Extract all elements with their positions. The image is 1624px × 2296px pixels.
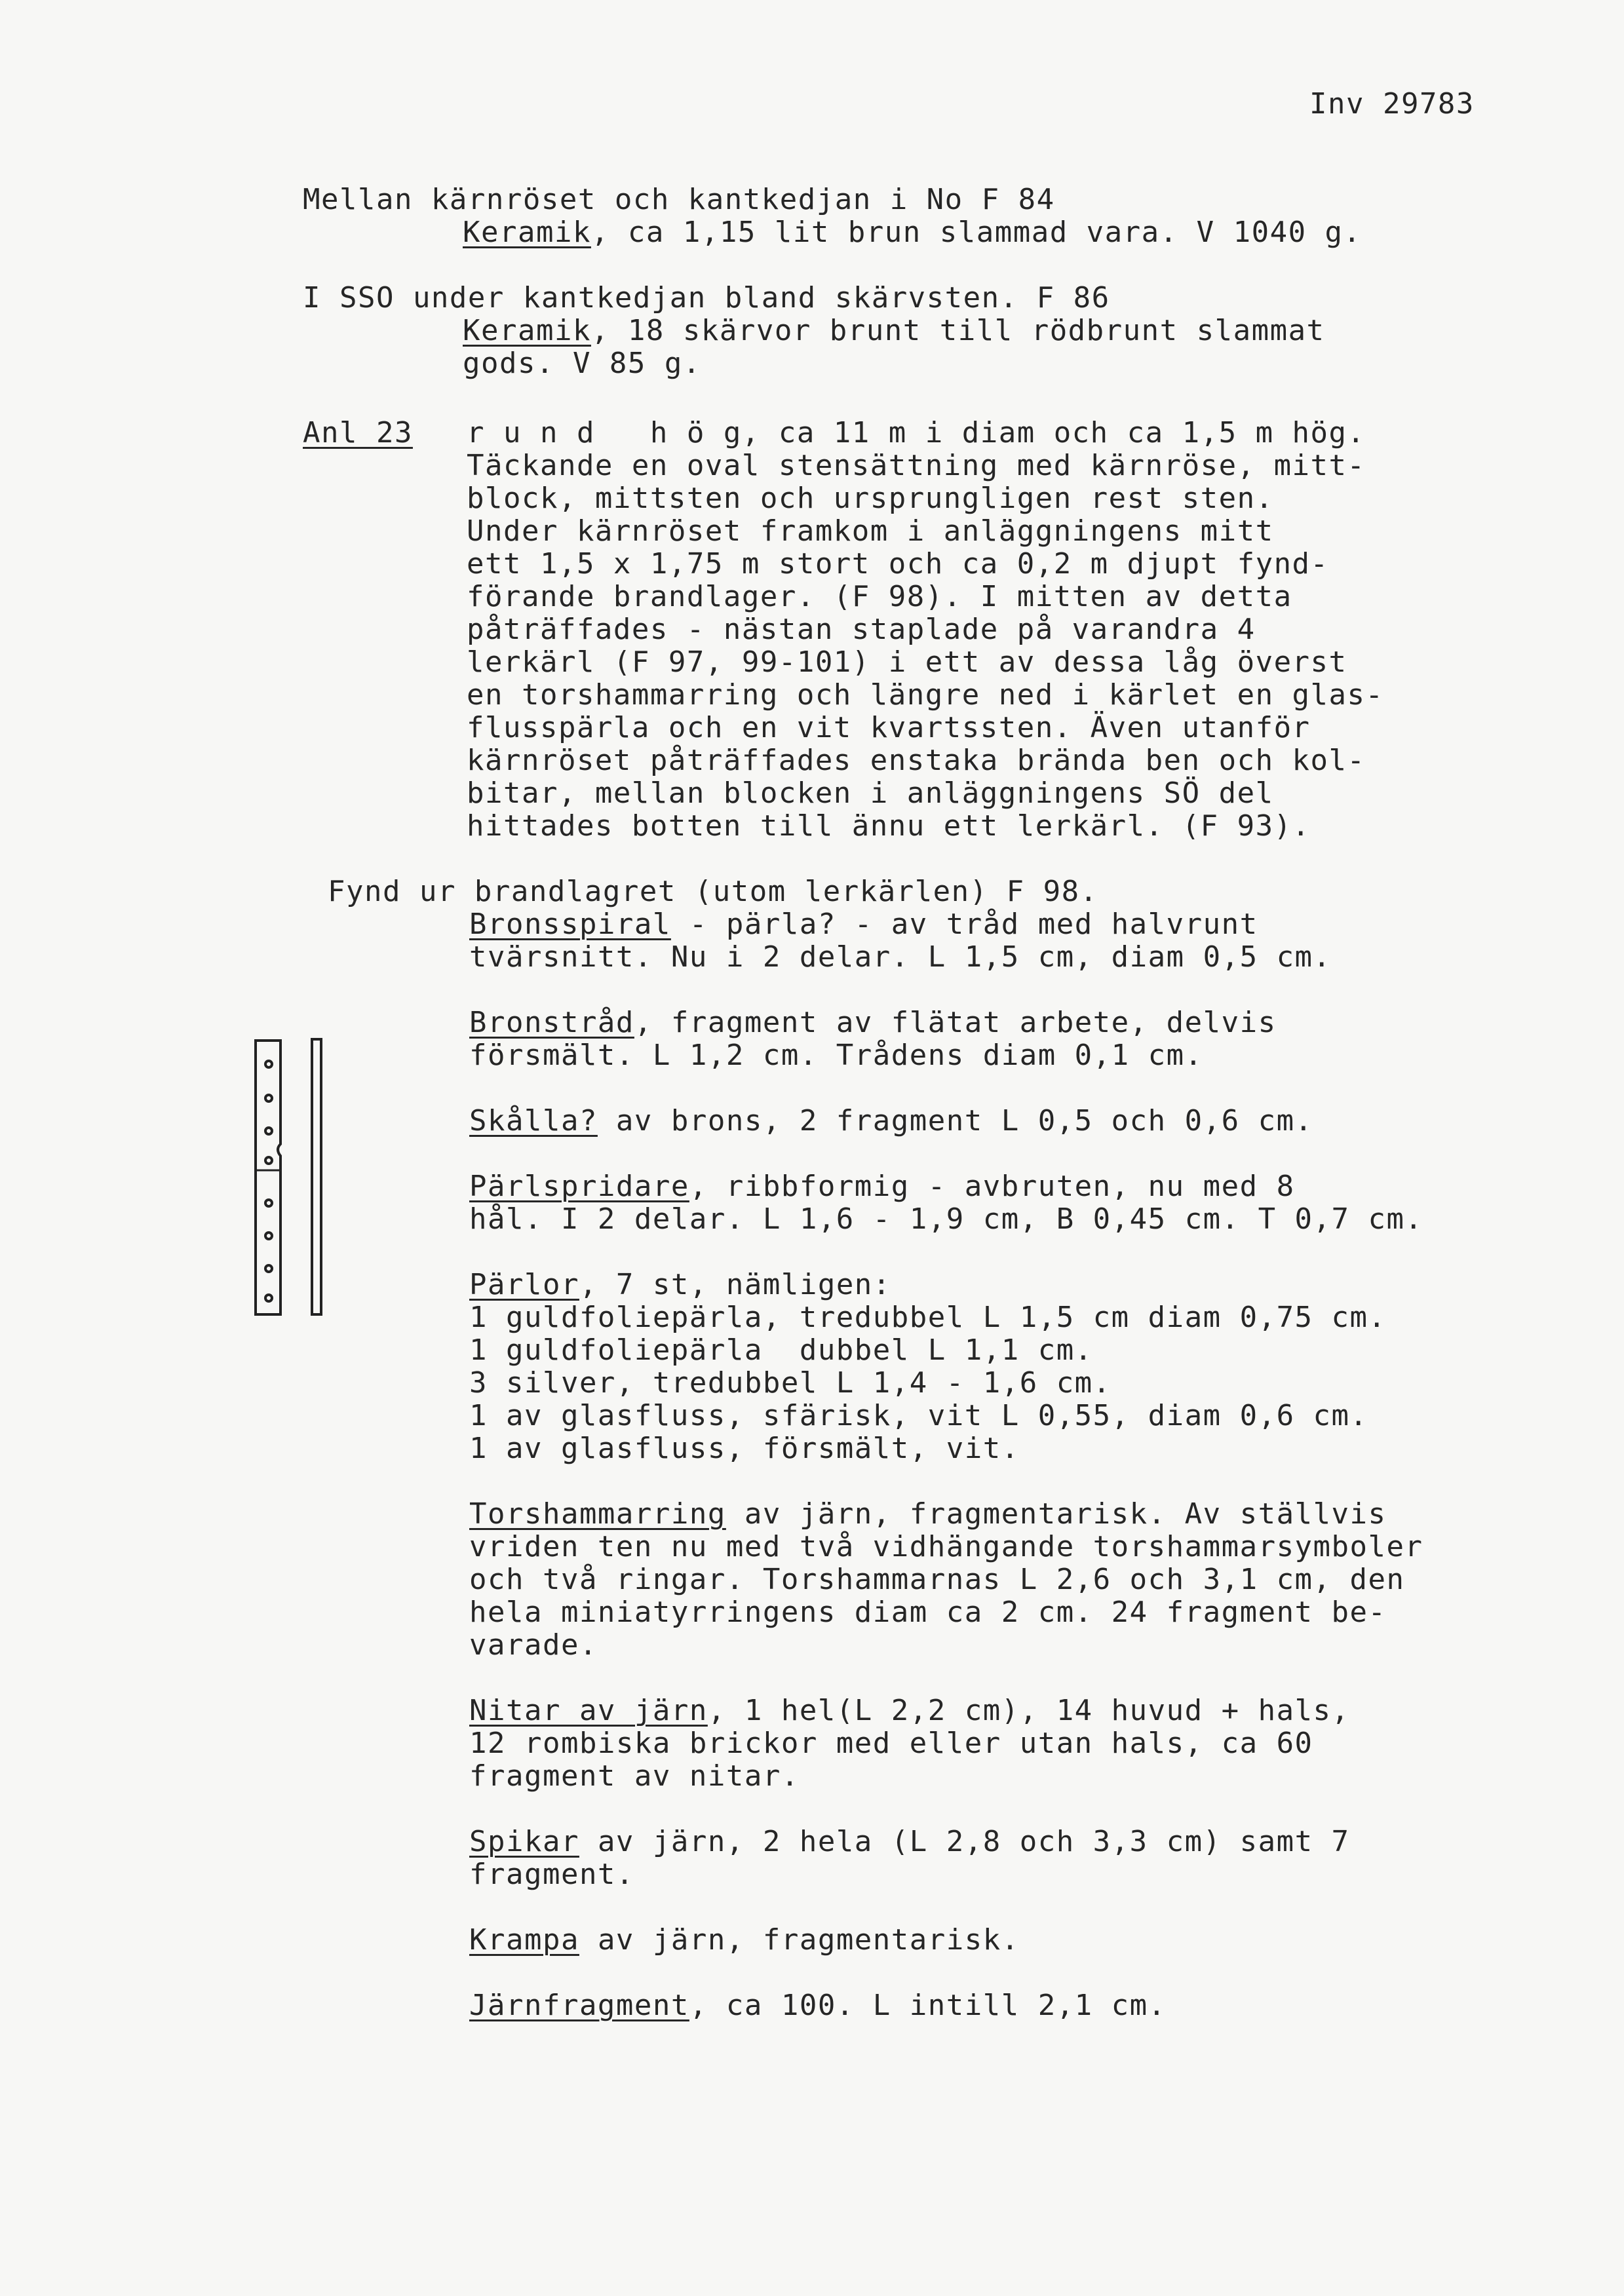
- section-2-intro: I SSO under kantkedjan bland skärvsten. F 86: [303, 281, 1110, 315]
- find-spikar: [469, 1826, 1350, 1858]
- find-parlor-line: 1 av glasfluss, försmält, vit.: [469, 1432, 1020, 1465]
- find-nitar: [469, 1694, 1350, 1727]
- find-parlor-line: 1 guldfoliepärla dubbel L 1,1 cm.: [469, 1333, 1093, 1367]
- find-term: Järnfragment: [469, 1989, 689, 2022]
- find-nitar-line: 12 rombiska brickor med eller utan hals, ca 60: [469, 1727, 1313, 1760]
- item-term: Keramik: [463, 314, 591, 347]
- find-krampa: [469, 1924, 1020, 1957]
- anl-line: en torshammarring och längre ned i kärlet en glas-: [467, 678, 1384, 712]
- find-torshammarring-line: och två ringar. Torshammarnas L 2,6 och 3,1 cm, den: [469, 1563, 1405, 1596]
- section-1-item: [463, 216, 1362, 249]
- find-torshammarring-line: hela miniatyrringens diam ca 2 cm. 24 fragment be-: [469, 1596, 1387, 1629]
- item-text: , 18 skärvor brunt till rödbrunt slammat: [590, 314, 1325, 347]
- find-text: , ca 100. L intill 2,1 cm.: [689, 1989, 1167, 2022]
- finds-intro: Fynd ur brandlagret (utom lerkärlen) F 98.: [328, 875, 1098, 908]
- find-text: av brons, 2 fragment L 0,5 och 0,6 cm.: [597, 1104, 1313, 1138]
- find-torshammarring-line: vriden ten nu med två vidhängande torshammarsymboler: [469, 1530, 1423, 1563]
- find-text: av järn, 2 hela (L 2,8 och 3,3 cm) samt 7: [579, 1825, 1350, 1858]
- anl-line: hittades botten till ännu ett lerkärl. (F 93).: [467, 809, 1311, 843]
- find-nitar-line: fragment av nitar.: [469, 1759, 800, 1793]
- anl-line: Under kärnröset framkom i anläggningens mitt: [467, 514, 1274, 548]
- find-parlor-line: 1 av glasfluss, sfärisk, vit L 0,55, diam 0,6 cm.: [469, 1399, 1368, 1432]
- anl-line: lerkärl (F 97, 99-101) i ett av dessa låg överst: [467, 645, 1347, 679]
- find-text: , ribbformig - avbruten, nu med 8: [689, 1170, 1295, 1203]
- find-text: , 7 st, nämligen:: [579, 1268, 891, 1301]
- find-term: Pärlspridare: [469, 1170, 689, 1203]
- find-term: Bronsspiral: [469, 908, 671, 941]
- anl-line: kärnröset påträffades enstaka brända ben och kol-: [467, 744, 1366, 777]
- anl-line: Täckande en oval stensättning med kärnröse, mitt-: [467, 449, 1366, 482]
- find-skalla: [469, 1105, 1313, 1138]
- find-text: - pärla? - av tråd med halvrunt: [670, 908, 1258, 941]
- anl-line: påträffades - nästan staplade på varandra 4: [467, 613, 1256, 646]
- find-parlspridare: [469, 1170, 1295, 1203]
- find-parlor: [469, 1269, 891, 1301]
- find-parlspridare-cont: hål. I 2 delar. L 1,6 - 1,9 cm, B 0,45 cm. T 0,7 cm.: [469, 1202, 1423, 1236]
- bead-spacer-drawing-icon: [249, 1033, 341, 1321]
- find-text: av järn, fragmentarisk.: [579, 1923, 1020, 1957]
- find-term: Bronstråd: [469, 1006, 634, 1039]
- section-1-intro: Mellan kärnröset och kantkedjan i No F 84: [303, 183, 1055, 216]
- find-term: Spikar: [469, 1825, 579, 1858]
- section-2-item-cont: gods. V 85 g.: [463, 347, 701, 380]
- find-torshammarring-line: varade.: [469, 1628, 598, 1662]
- anl-line: block, mittsten och ursprungligen rest sten.: [467, 482, 1274, 515]
- section-2-item: [463, 315, 1325, 347]
- anl-line: r u n d h ö g, ca 11 m i diam och ca 1,5 m hög.: [467, 416, 1366, 450]
- find-bronstrad: [469, 1006, 1277, 1039]
- anl-label: Anl 23: [303, 416, 413, 450]
- anl-line: flusspärla och en vit kvartssten. Även utanför: [467, 711, 1311, 744]
- find-term: Pärlor: [469, 1268, 579, 1301]
- find-torshammarring: [469, 1498, 1387, 1531]
- find-text: , fragment av flätat arbete, delvis: [634, 1006, 1277, 1039]
- find-parlor-line: 3 silver, tredubbel L 1,4 - 1,6 cm.: [469, 1366, 1112, 1400]
- find-term: Torshammarring: [469, 1497, 726, 1531]
- inventory-number: Inv 29783: [1309, 87, 1475, 121]
- find-jarnfragment: [469, 1989, 1167, 2022]
- find-parlor-line: 1 guldfoliepärla, tredubbel L 1,5 cm diam 0,75 cm.: [469, 1301, 1387, 1334]
- find-spikar-cont: fragment.: [469, 1858, 634, 1891]
- item-term: Keramik: [463, 216, 591, 249]
- find-bronstrad-cont: försmält. L 1,2 cm. Trådens diam 0,1 cm.: [469, 1039, 1203, 1072]
- find-term: Nitar av järn: [469, 1694, 708, 1727]
- item-text: , ca 1,15 lit brun slammad vara. V 1040 g.: [590, 216, 1362, 249]
- find-text: av järn, fragmentarisk. Av ställvis: [725, 1497, 1387, 1531]
- find-bronsspiral: [469, 908, 1258, 941]
- find-term: Krampa: [469, 1923, 579, 1957]
- anl-line: ett 1,5 x 1,75 m stort och ca 0,2 m djupt fynd-: [467, 547, 1329, 581]
- anl-line: bitar, mellan blocken i anläggningens SÖ del: [467, 776, 1274, 810]
- find-term: Skålla?: [469, 1104, 598, 1138]
- find-bronsspiral-cont: tvärsnitt. Nu i 2 delar. L 1,5 cm, diam 0,5 cm.: [469, 940, 1332, 974]
- anl-line: förande brandlager. (F 98). I mitten av detta: [467, 580, 1292, 613]
- find-text: , 1 hel(L 2,2 cm), 14 huvud + hals,: [707, 1694, 1350, 1727]
